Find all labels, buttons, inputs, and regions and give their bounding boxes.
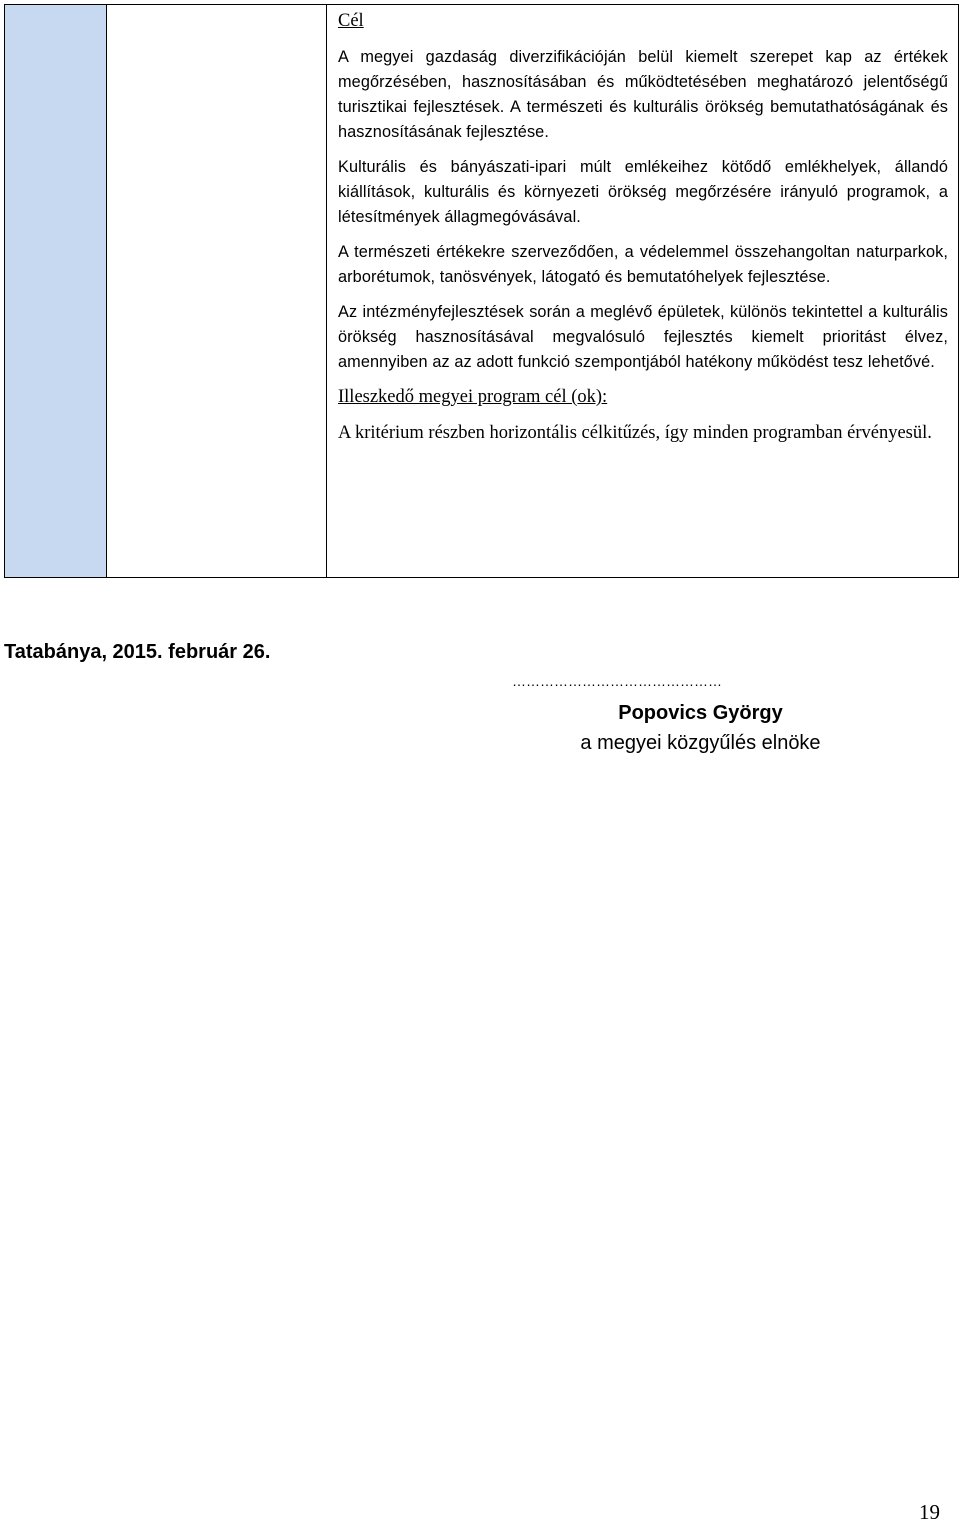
program-label: Illeszkedő megyei program cél (ok): — [338, 387, 608, 407]
table-side-column — [5, 5, 107, 577]
objective-table — [4, 4, 959, 578]
paragraph-4: Az intézményfejlesztések során a meglévő épületek, különös tekintettel a kulturális örökség hasznosításával megvalósuló fejlesztés kiemelt prioritást élvez, amennyiben az az adott funkció szempontjából hatékony működést tesz lehetővé. — [338, 303, 948, 371]
page-number: 19 — [919, 1500, 940, 1524]
program-text: A kritérium részben horizontális célkitűzés, így minden programban érvényesül. — [338, 423, 932, 443]
paragraph-2: Kulturális és bányászati-ipari múlt emlékeihez kötődő emlékhelyek, állandó kiállítások, kulturális és környezeti örökség megőrzésére irányuló programok, a létesítmények állagmegóvásával. — [338, 158, 948, 226]
table-content-cell — [327, 5, 958, 577]
section-heading: Cél — [338, 11, 364, 31]
paragraph-3: A természeti értékekre szerveződően, a védelemmel összehangoltan naturparkok, arborétumok, tanösvények, látogató és bemutatóhelyek fejlesztése. — [338, 243, 948, 286]
signature-line: ……………………………………… — [512, 673, 722, 689]
table-label-column — [107, 5, 327, 577]
paragraph-1: A megyei gazdaság diverzifikációján belül kiemelt szerepet kap az értékek megőrzésében, hasznosításában és működtetésében meghatározó jelentőségű turisztikai fejlesztések. A természeti és kulturális örökség bemutathatóságának és hasznosításának fejlesztése. — [338, 48, 948, 141]
signatory-name: Popovics György — [618, 702, 783, 724]
place-and-date: Tatabánya, 2015. február 26. — [4, 641, 271, 663]
signatory-role: a megyei közgyűlés elnöke — [580, 732, 821, 754]
